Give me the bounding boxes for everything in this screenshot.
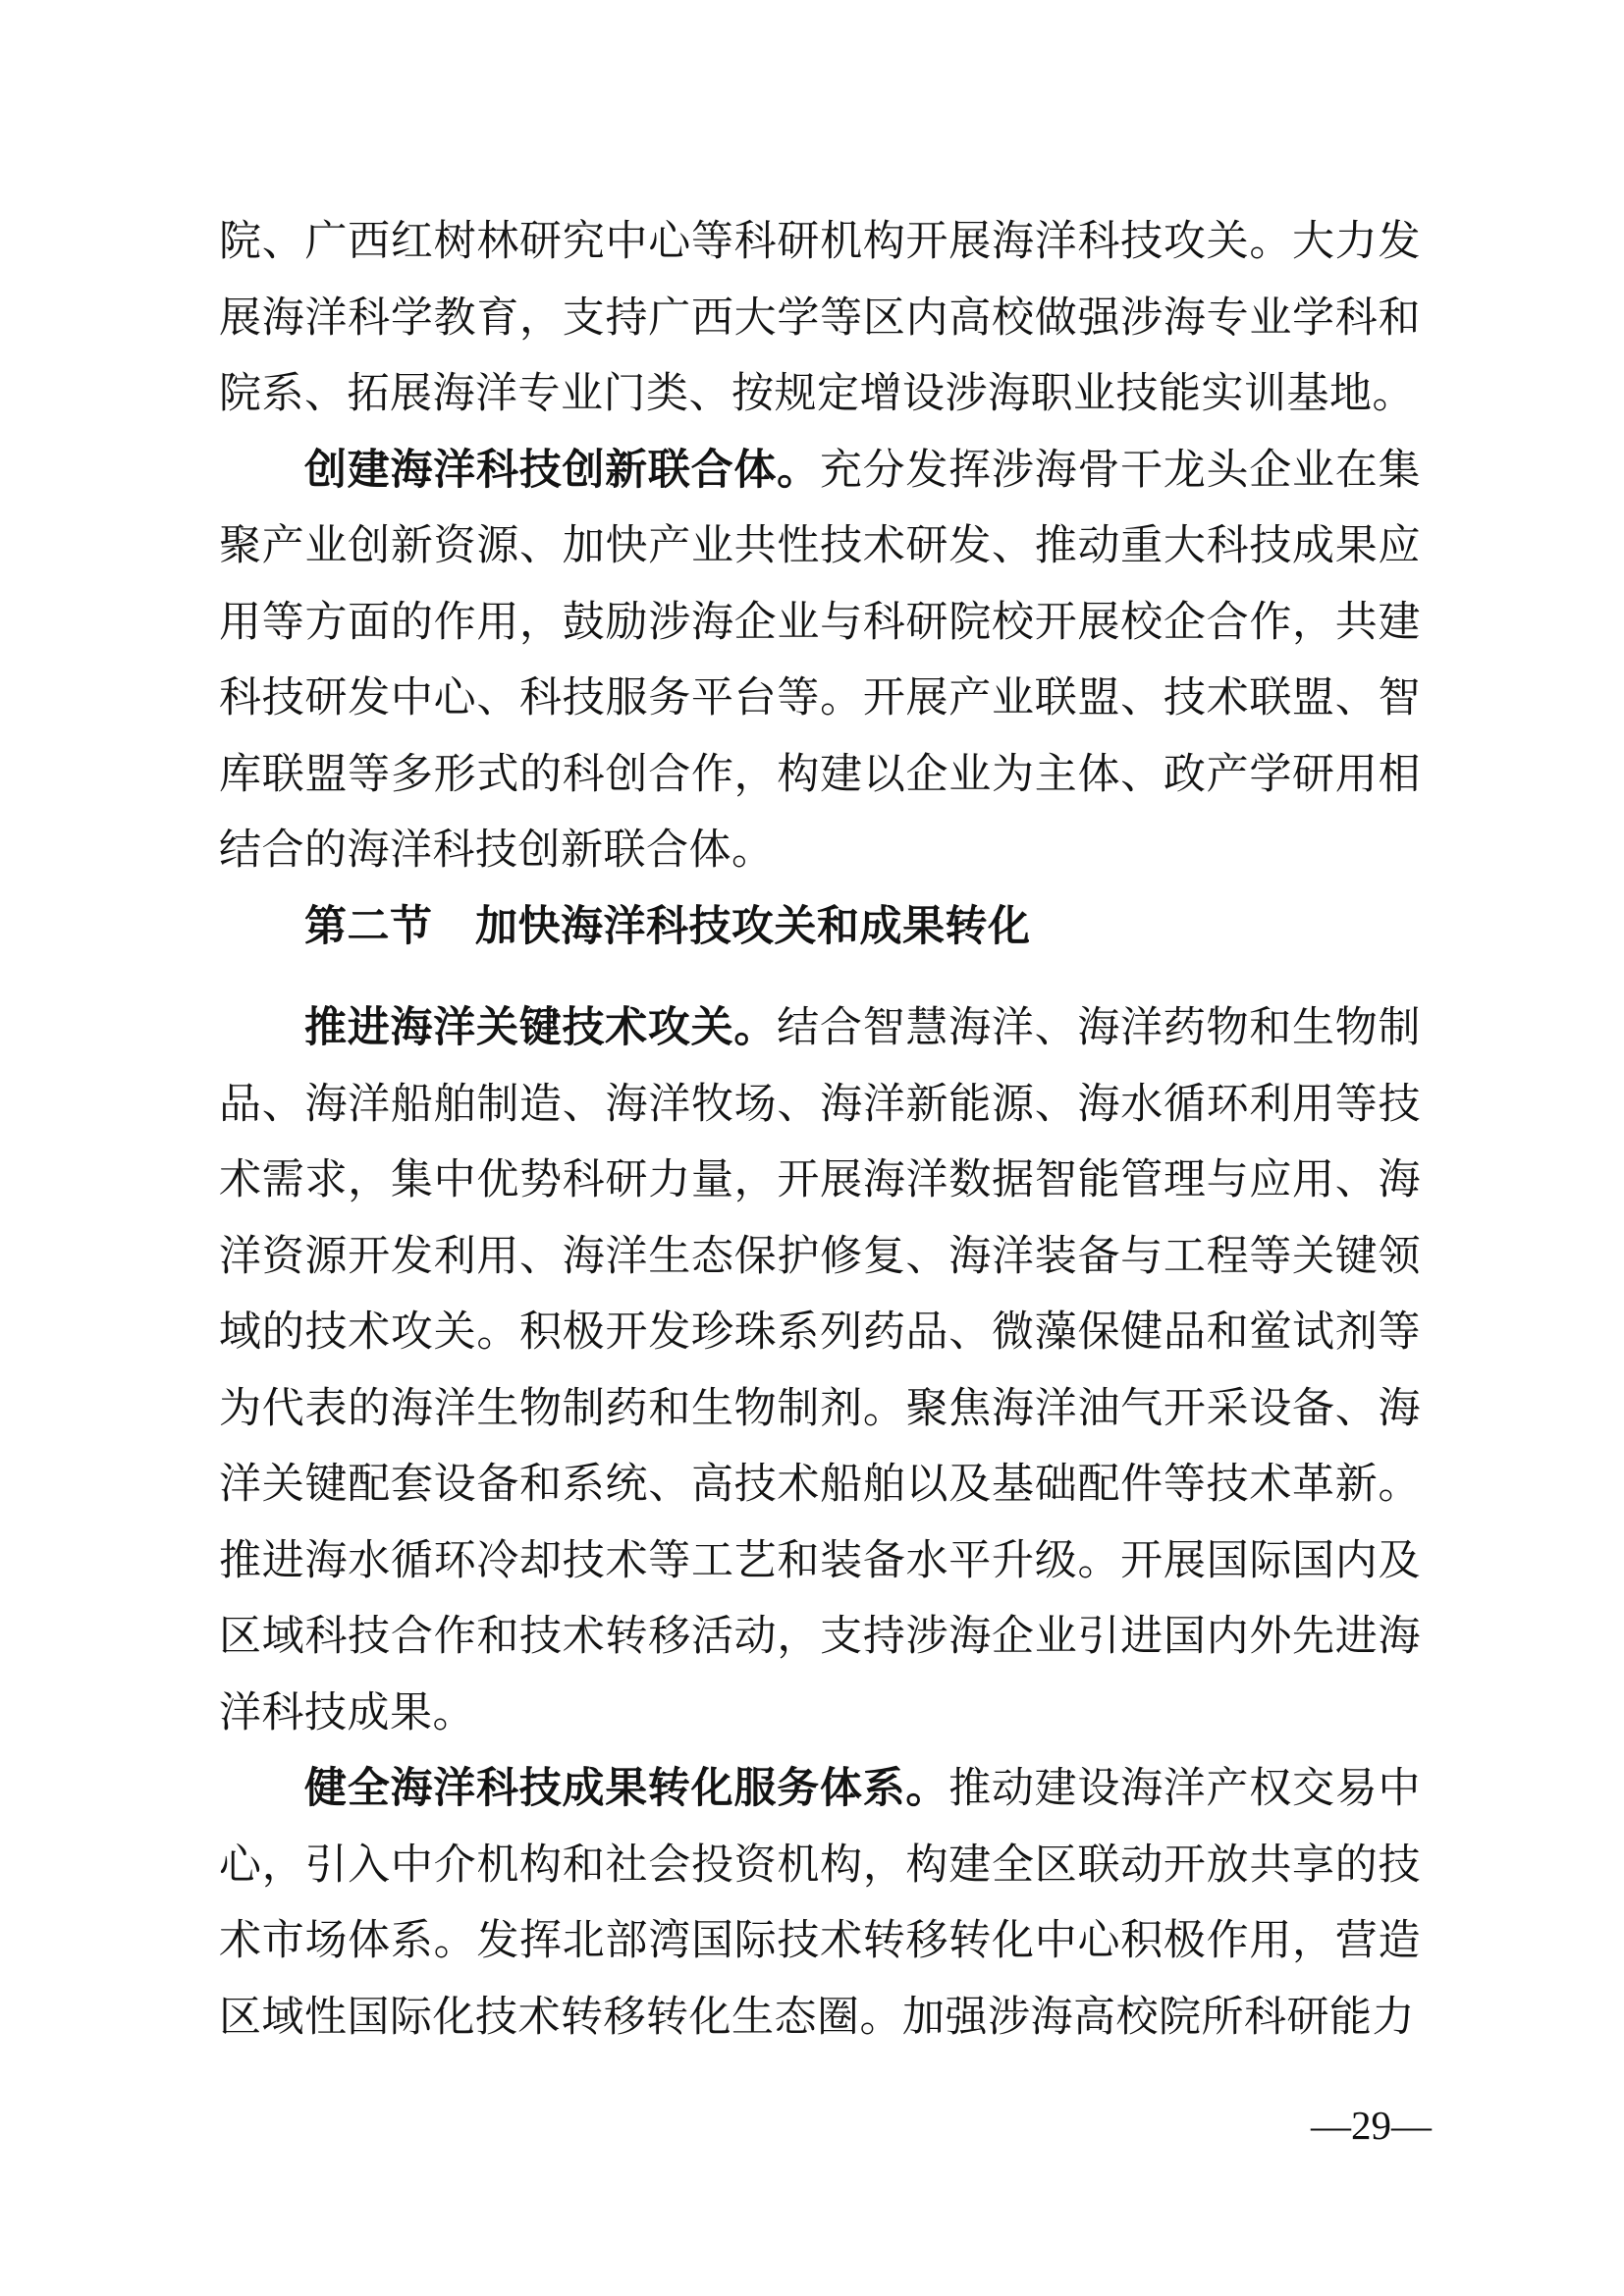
paragraph-key-technology <box>219 990 1421 1751</box>
paragraph-continuation <box>219 204 1421 433</box>
paragraph-create-alliance <box>219 433 1421 889</box>
paragraph-text: 结合智慧海洋、海洋药物和生物制品、海洋船舶制造、海洋牧场、海洋新能源、海水循环利用等技术需求，集中优势科研力量，开展海洋数据智能管理与应用、海洋资源开发利用、海洋生态保护修复、海洋装备与工程等关键领域的技术攻关。积极开发珍珠系列药品、微藻保健品和鲎试剂等为代表的海洋生物制药和生物制剂。聚焦海洋油气开采设备、海洋关键配套设备和系统、高技术船舶以及基础配件等技术革新。推进海水循环冷却技术等工艺和装备水平升级。开展国际国内及区域科技合作和技术转移活动，支持涉海企业引进国内外先进海洋科技成果。 <box>219 1005 1422 1736</box>
text-column <box>219 204 1421 2056</box>
page-number: —29— <box>1311 2103 1432 2148</box>
section-heading: 第二节 加快海洋科技攻关和成果转化 <box>304 903 1031 950</box>
paragraph-service-system <box>219 1751 1421 2056</box>
paragraph-lead: 健全海洋科技成果转化服务体系。 <box>304 1766 949 1812</box>
paragraph-text: 推动建设海洋产权交易中心，引入中介机构和社会投资机构，构建全区联动开放共享的技术市场体系。发挥北部湾国际技术转移转化中心积极作用，营造区域性国际化技术转移转化生态圈。加强涉海高校院所科研能力 <box>219 1766 1422 2041</box>
paragraph-text: 院、广西红树林研究中心等科研机构开展海洋科技攻关。大力发展海洋科学教育，支持广西大学等区内高校做强涉海专业学科和院系、拓展海洋专业门类、按规定增设涉海职业技能实训基地。 <box>219 219 1421 417</box>
paragraph-lead: 推进海洋关键技术攻关。 <box>304 1005 778 1051</box>
paragraph-lead: 创建海洋科技创新联合体。 <box>304 447 820 494</box>
paragraph-text: 充分发挥涉海骨干龙头企业在集聚产业创新资源、加快产业共性技术研发、推动重大科技成果应用等方面的作用，鼓励涉海企业与科研院校开展校企合作，共建科技研发中心、科技服务平台等。开展产业联盟、技术联盟、智库联盟等多形式的科创合作，构建以企业为主体、政产学研用相结合的海洋科技创新联合体。 <box>219 447 1422 874</box>
